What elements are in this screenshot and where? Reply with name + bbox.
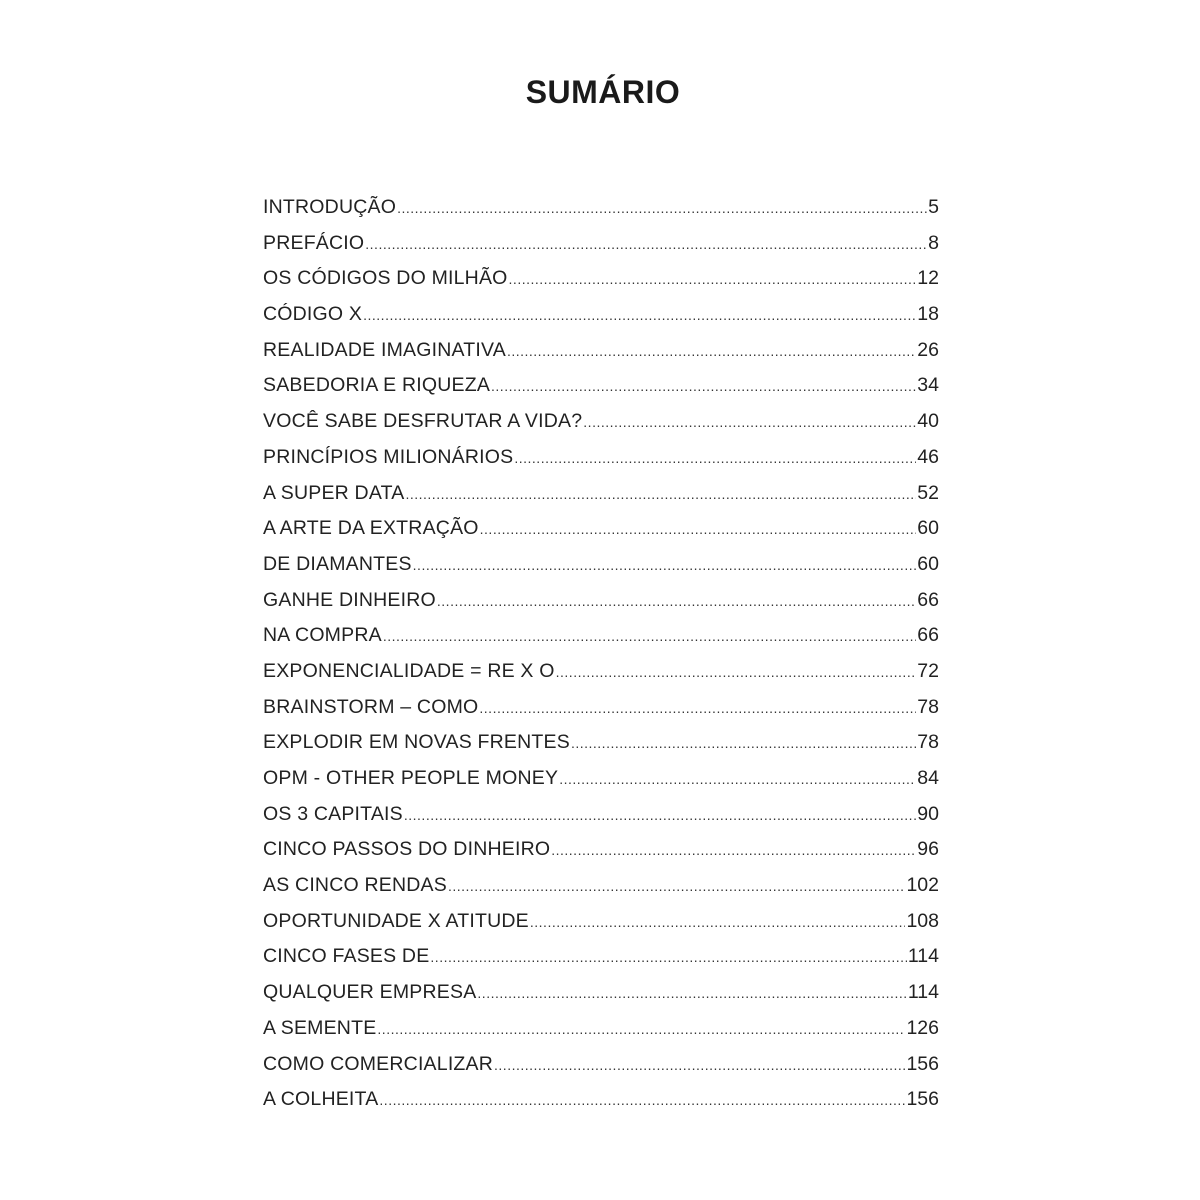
dot-leader (494, 1057, 905, 1073)
toc-entry-page: 108 (906, 909, 939, 932)
toc-entry-title: REALIDADE IMAGINATIVA (263, 338, 506, 361)
toc-entry-title: A SUPER DATA (263, 481, 405, 504)
dot-leader (514, 450, 916, 466)
dot-leader (530, 914, 906, 930)
toc-entry (263, 267, 939, 303)
toc-entry-title: INTRODUÇÃO (263, 196, 397, 218)
toc-entry (263, 660, 939, 696)
toc-entry-page: 26 (917, 338, 939, 361)
toc-entry-page: 66 (917, 588, 939, 611)
dot-leader (377, 1021, 905, 1037)
toc-entry-page: 72 (917, 659, 939, 682)
toc-entry-page: 78 (917, 731, 939, 754)
toc-entry (263, 767, 939, 803)
toc-entry-page: 66 (917, 624, 939, 647)
toc-entry-page: 12 (917, 267, 939, 290)
toc-entry-title: BRAINSTORM – COMO (263, 695, 479, 718)
toc-entry-title: QUALQUER EMPRESA (263, 981, 477, 1004)
toc-entry-page: 156 (906, 1052, 939, 1075)
toc-entry-title: SABEDORIA E RIQUEZA (263, 374, 491, 397)
toc-entry-page: 52 (917, 481, 939, 504)
dot-leader (365, 236, 927, 252)
toc-entry-title: A ARTE DA EXTRAÇÃO (263, 517, 479, 540)
dot-leader (480, 521, 917, 537)
dot-leader (363, 307, 916, 323)
toc-entry (263, 874, 939, 910)
toc-entry-title: A SEMENTE (263, 1016, 377, 1039)
dot-leader (583, 414, 916, 430)
dot-leader (405, 486, 916, 502)
dot-leader (477, 985, 906, 1001)
toc-entry-title: COMO COMERCIALIZAR (263, 1052, 494, 1075)
toc-entry-page: 40 (917, 410, 939, 433)
toc-entry (263, 410, 939, 446)
dot-leader (437, 593, 916, 609)
toc-entry-title: CINCO FASES DE (263, 945, 430, 968)
dot-leader (383, 628, 916, 644)
toc-entry-page: 78 (917, 695, 939, 718)
toc-entry-page: 114 (907, 945, 939, 968)
toc-entry (263, 624, 939, 660)
toc-entry-title: CÓDIGO X (263, 303, 363, 326)
toc-entry (263, 196, 939, 232)
toc-entry (263, 910, 939, 946)
toc-entry (263, 696, 939, 732)
toc-entry-page: 156 (906, 1088, 939, 1111)
toc-entry (263, 1017, 939, 1053)
toc-entry-page: 34 (917, 374, 939, 397)
dot-leader (397, 200, 927, 216)
toc-entry (263, 482, 939, 518)
dot-leader (559, 771, 916, 787)
toc-entry-page: 18 (917, 303, 939, 326)
dot-leader (448, 878, 906, 894)
dot-leader (551, 842, 916, 858)
toc-entry-page: 90 (917, 802, 939, 825)
table-of-contents (263, 196, 939, 1124)
toc-entry-title: DE DIAMANTES (263, 552, 412, 575)
toc-entry (263, 981, 939, 1017)
toc-entry-page: 60 (917, 517, 939, 540)
toc-entry (263, 374, 939, 410)
toc-entry-title: EXPLODIR EM NOVAS FRENTES (263, 731, 570, 754)
toc-entry (263, 303, 939, 339)
dot-leader (556, 664, 917, 680)
toc-entry (263, 446, 939, 482)
page-title: SUMÁRIO (525, 74, 681, 110)
toc-entry-title: EXPONENCIALIDADE = RE X O (263, 659, 555, 682)
toc-entry-title: OPORTUNIDADE X ATITUDE (263, 909, 529, 932)
toc-entry (263, 1053, 939, 1089)
toc-entry-title: VOCÊ SABE DESFRUTAR A VIDA? (263, 410, 583, 433)
toc-entry (263, 945, 939, 981)
dot-leader (413, 557, 917, 573)
toc-entry-title: PRINCÍPIOS MILIONÁRIOS (263, 445, 514, 468)
toc-entry-title: OS 3 CAPITAIS (263, 802, 403, 825)
toc-entry (263, 339, 939, 375)
dot-leader (479, 700, 916, 716)
toc-entry-page: 84 (917, 767, 939, 789)
toc-entry-title: OPM - OTHER PEOPLE MONEY (263, 767, 559, 789)
toc-entry (263, 232, 939, 268)
toc-entry-title: GANHE DINHEIRO (263, 588, 436, 611)
toc-entry-page: 102 (906, 874, 939, 897)
toc-entry (263, 838, 939, 874)
toc-entry-page: 5 (928, 196, 939, 218)
toc-entry (263, 803, 939, 839)
toc-entry-title: NA COMPRA (263, 624, 382, 647)
dot-leader (430, 949, 906, 965)
dot-leader (507, 343, 916, 359)
toc-entry-page: 46 (917, 445, 939, 468)
toc-entry-page: 8 (928, 231, 939, 254)
toc-entry-page: 96 (917, 838, 939, 861)
toc-entry (263, 589, 939, 625)
toc-entry (263, 731, 939, 767)
toc-entry-page: 60 (917, 552, 939, 575)
dot-leader (509, 271, 917, 287)
toc-entry (263, 517, 939, 553)
toc-entry (263, 1088, 939, 1124)
toc-entry-title: AS CINCO RENDAS (263, 874, 447, 897)
toc-entry-title: OS CÓDIGOS DO MILHÃO (263, 267, 508, 290)
toc-entry-page: 114 (907, 981, 939, 1004)
toc-entry-title: A COLHEITA (263, 1088, 379, 1111)
toc-entry (263, 553, 939, 589)
dot-leader (571, 735, 916, 751)
toc-entry-title: CINCO PASSOS DO DINHEIRO (263, 838, 551, 861)
toc-entry-page: 126 (906, 1016, 939, 1039)
dot-leader (379, 1092, 905, 1108)
toc-entry-title: PREFÁCIO (263, 231, 365, 254)
dot-leader (491, 378, 916, 394)
dot-leader (404, 807, 916, 823)
